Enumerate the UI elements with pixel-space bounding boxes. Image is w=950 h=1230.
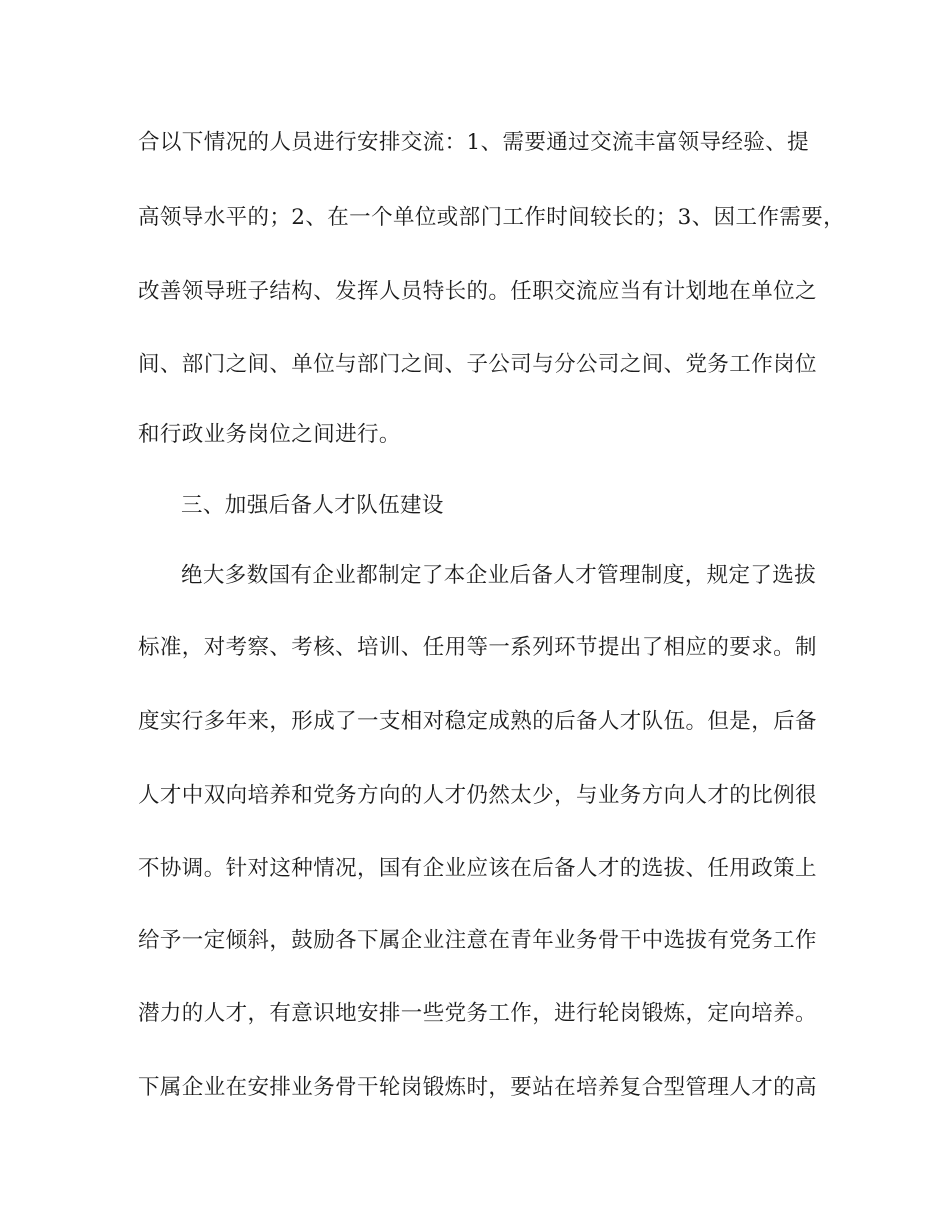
paragraph-line: 和行政业务岗位之间进行。 (138, 422, 401, 447)
paragraph-line: 人才中双向培养和党务方向的人才仍然太少，与业务方向人才的比例很 (138, 783, 817, 808)
paragraph-line: 高领导水平的；2、在一个单位或部门工作时间较长的；3、因工作需要， (138, 205, 846, 230)
paragraph-line: 度实行多年来，形成了一支相对稳定成熟的后备人才队伍。但是，后备 (138, 709, 817, 734)
section-heading: 三、加强后备人才队伍建设 (181, 493, 444, 518)
paragraph-line: 不协调。针对这种情况，国有企业应该在后备人才的选拔、任用政策上 (138, 856, 817, 881)
paragraph-line: 合以下情况的人员进行安排交流：1、需要通过交流丰富领导经验、提 (138, 130, 810, 155)
paragraph-line: 标准，对考察、考核、培训、任用等一系列环节提出了相应的要求。制 (138, 635, 817, 660)
paragraph-line: 下属企业在安排业务骨干轮岗锻炼时，要站在培养复合型管理人才的高 (138, 1075, 817, 1100)
paragraph-line: 潜力的人才，有意识地安排一些党务工作，进行轮岗锻炼，定向培养。 (138, 1001, 817, 1026)
paragraph-line: 给予一定倾斜，鼓励各下属企业注意在青年业务骨干中选拔有党务工作 (138, 928, 817, 953)
paragraph-line: 改善领导班子结构、发挥人员特长的。任职交流应当有计划地在单位之 (138, 279, 817, 304)
paragraph-line: 间、部门之间、单位与部门之间、子公司与分公司之间、党务工作岗位 (138, 352, 817, 377)
paragraph-line: 绝大多数国有企业都制定了本企业后备人才管理制度，规定了选拔 (181, 563, 817, 588)
